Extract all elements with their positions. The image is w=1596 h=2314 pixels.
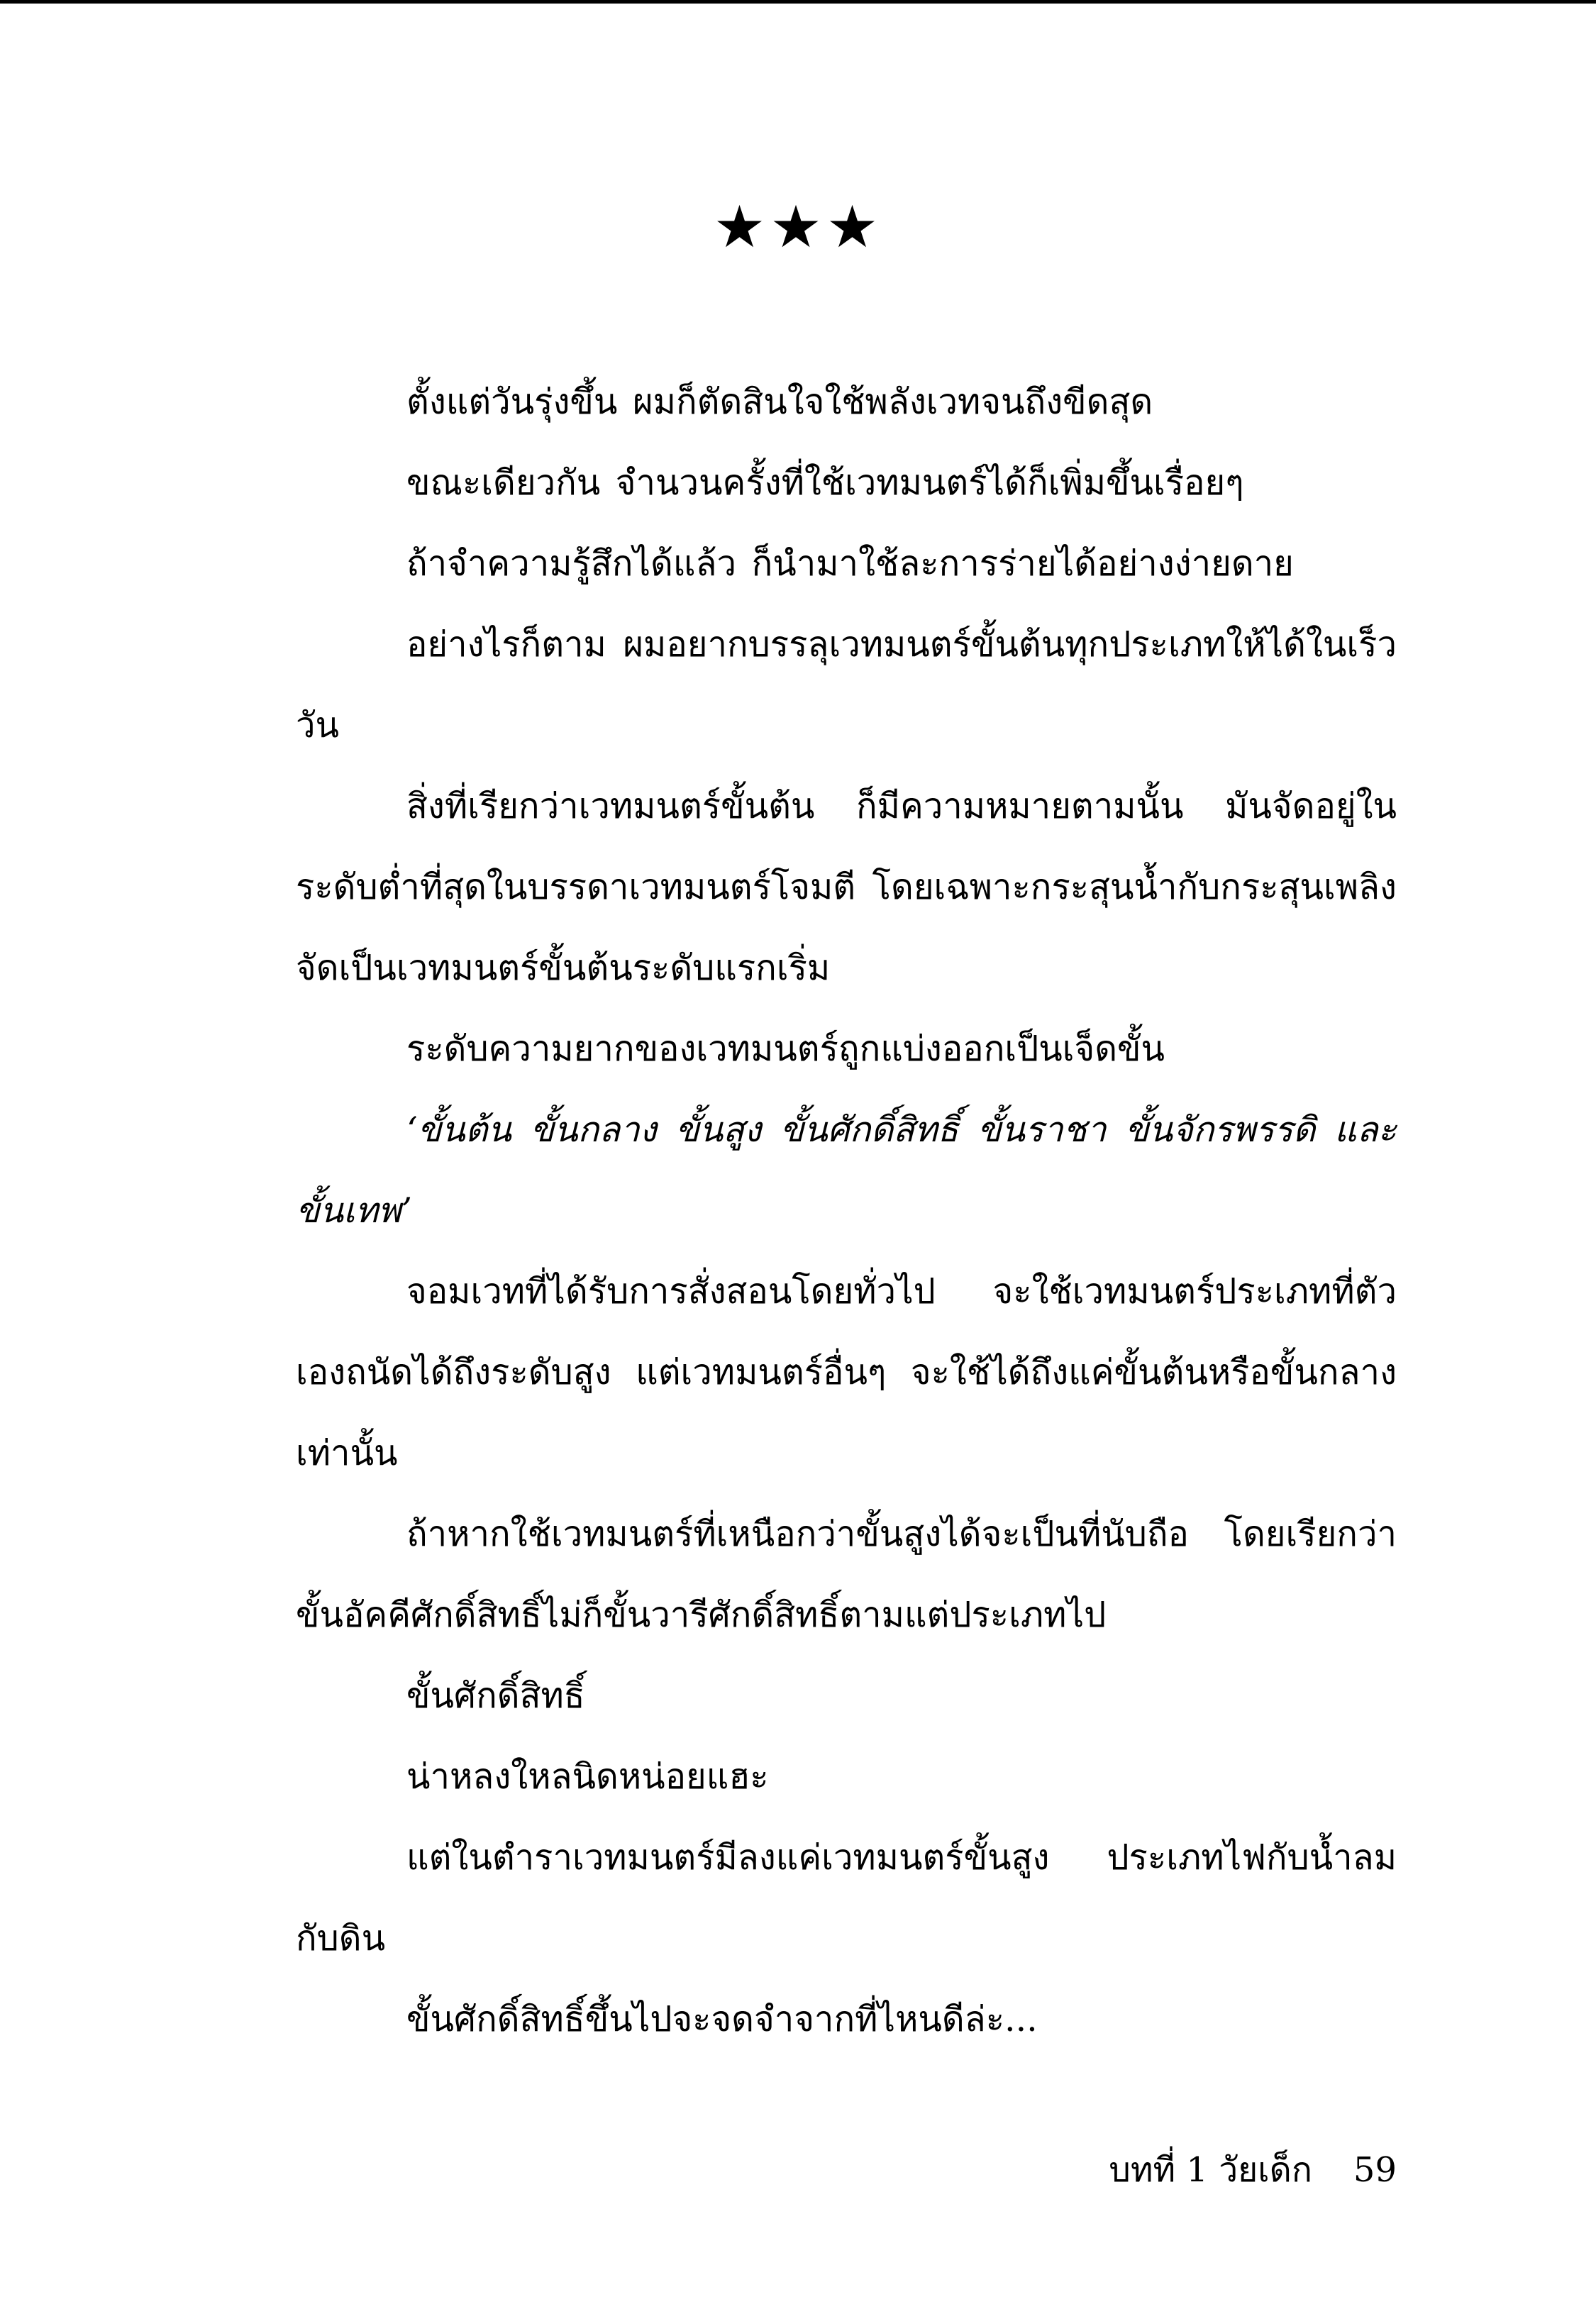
section-break-stars: ★★★ bbox=[713, 194, 883, 261]
body-text bbox=[296, 362, 1397, 2060]
paragraph: ขั้นศักดิ์สิทธิ์ขึ้นไปจะจดจำจากที่ไหนดีล่ะ... bbox=[406, 1999, 1038, 2039]
page-footer bbox=[1109, 2150, 1397, 2190]
paragraph: น่าหลงใหลนิดหน่อยแฮะ bbox=[406, 1756, 769, 1797]
paragraph: จอมเวทที่ได้รับการสั่งสอนโดยทั่วไป จะใช้เวทมนตร์ประเภทที่ตัวเองถนัดได้ถึงระดับสูง แต่เวทมนตร์อื่นๆ จะใช้ได้ถึงแค่ขั้นต้นหรือขั้นกลางเท่านั้น bbox=[296, 1271, 1397, 1473]
paragraph: ตั้งแต่วันรุ่งขึ้น ผมก็ตัดสินใจใช้พลังเวทจนถึงขีดสุด bbox=[406, 382, 1153, 422]
paragraph: ระดับความยากของเวทมนตร์ถูกแบ่งออกเป็นเจ็ดขั้น bbox=[406, 1029, 1165, 1069]
page-number: 59 bbox=[1353, 2150, 1397, 2190]
paragraph: แต่ในตำราเวทมนตร์มีลงแค่เวทมนตร์ขั้นสูง ประเภทไฟกับน้ำลมกับดิน bbox=[296, 1837, 1397, 1959]
chapter-title: บทที่ 1 วัยเด็ก bbox=[1109, 2150, 1312, 2190]
paragraph: อย่างไรก็ตาม ผมอยากบรรลุเวทมนตร์ขั้นต้นทุกประเภทให้ได้ในเร็ววัน bbox=[296, 624, 1397, 746]
paragraph: ถ้าหากใช้เวทมนตร์ที่เหนือกว่าขั้นสูงได้จะเป็นที่นับถือ โดยเรียกว่าขั้นอัคคีศักดิ์สิทธิ์ไม่ก็ขั้นวารีศักดิ์สิทธิ์ตามแต่ประเภทไป bbox=[296, 1514, 1397, 1635]
paragraph: ถ้าจำความรู้สึกได้แล้ว ก็นำมาใช้ละการร่ายได้อย่างง่ายดาย bbox=[406, 543, 1294, 584]
paragraph: ขณะเดียวกัน จำนวนครั้งที่ใช้เวทมนตร์ได้ก็เพิ่มขึ้นเรื่อยๆ bbox=[406, 463, 1244, 503]
paragraph: ขั้นศักดิ์สิทธิ์ bbox=[406, 1676, 585, 1716]
paragraph: สิ่งที่เรียกว่าเวทมนตร์ขั้นต้น ก็มีความหมายตามนั้น มันจัดอยู่ในระดับต่ำที่สุดในบรรดาเวทมนตร์โจมตี โดยเฉพาะกระสุนน้ำกับกระสุนเพลิงจัดเป็นเวทมนตร์ขั้นต้นระดับแรกเริ่ม bbox=[296, 786, 1397, 988]
top-border-rule bbox=[0, 0, 1596, 4]
paragraph-quote: ‘ขั้นต้น ขั้นกลาง ขั้นสูง ขั้นศักดิ์สิทธิ์ ขั้นราชา ขั้นจักรพรรดิ และขั้นเทพ’ bbox=[296, 1109, 1397, 1231]
